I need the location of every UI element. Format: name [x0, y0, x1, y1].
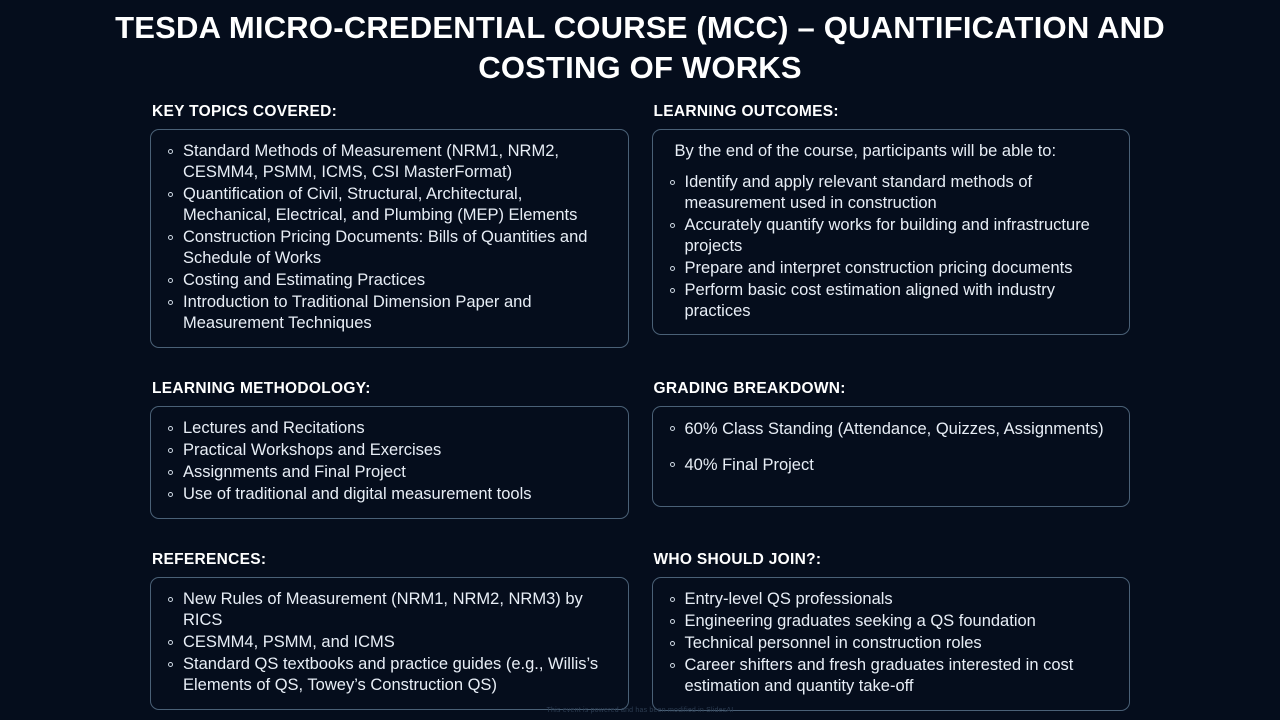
learning-outcomes-column: [652, 103, 1131, 348]
who-should-join-card: [652, 577, 1131, 711]
learning-methodology-list: [165, 418, 614, 505]
references-card: [150, 577, 629, 710]
learning-methodology-heading: LEARNING METHODOLOGY:: [152, 379, 371, 397]
list-item: Career shifters and fresh graduates interested in cost estimation and quantity take-off: [667, 655, 1116, 697]
grading-breakdown-column: [652, 380, 1131, 519]
middle-section: [0, 364, 1280, 519]
bottom-section: [0, 535, 1280, 711]
references-column: [150, 551, 629, 711]
list-item: Engineering graduates seeking a QS foundation: [667, 611, 1116, 632]
key-topics-list: [165, 141, 614, 334]
grading-breakdown-list: [667, 418, 1116, 478]
who-should-join-list: [667, 589, 1116, 697]
list-item: Accurately quantify works for building and infrastructure projects: [667, 215, 1116, 257]
learning-outcomes-card: [652, 129, 1131, 335]
learning-methodology-card: [150, 406, 629, 519]
list-item: Quantification of Civil, Structural, Architectural, Mechanical, Electrical, and Plumbing (MEP) Elements: [165, 184, 614, 226]
list-item: 60% Class Standing (Attendance, Quizzes, Assignments): [667, 418, 1116, 442]
top-section: [0, 87, 1280, 348]
key-topics-card: [150, 129, 629, 348]
list-item: Entry-level QS professionals: [667, 589, 1116, 610]
list-item: 40% Final Project: [667, 454, 1116, 478]
who-should-join-column: [652, 551, 1131, 711]
list-item: Lectures and Recitations: [165, 418, 614, 439]
list-item: Standard QS textbooks and practice guides (e.g., Willis’s Elements of QS, Towey’s Construction QS): [165, 654, 614, 696]
list-item: New Rules of Measurement (NRM1, NRM2, NRM3) by RICS: [165, 589, 614, 631]
grading-breakdown-card: [652, 406, 1131, 507]
list-item: Prepare and interpret construction pricing documents: [667, 258, 1116, 279]
list-item: Perform basic cost estimation aligned with industry practices: [667, 280, 1116, 322]
list-item: Standard Methods of Measurement (NRM1, NRM2, CESMM4, PSMM, ICMS, CSI MasterFormat): [165, 141, 614, 183]
footnote: This event is powered and has been modified in SlidesAI: [546, 707, 734, 714]
list-item: Introduction to Traditional Dimension Paper and Measurement Techniques: [165, 292, 614, 334]
list-item: Identify and apply relevant standard methods of measurement used in construction: [667, 172, 1116, 214]
grading-breakdown-heading: GRADING BREAKDOWN:: [653, 379, 846, 397]
learning-methodology-column: [150, 380, 629, 519]
references-heading: REFERENCES:: [152, 550, 267, 568]
learning-outcomes-intro: By the end of the course, participants will be able to:: [674, 142, 1057, 161]
list-item: CESMM4, PSMM, and ICMS: [165, 632, 614, 653]
who-should-join-heading: WHO SHOULD JOIN?:: [653, 550, 822, 568]
list-item: Practical Workshops and Exercises: [165, 440, 614, 461]
key-topics-column: [150, 103, 629, 348]
list-item: Costing and Estimating Practices: [165, 270, 614, 291]
list-item: Construction Pricing Documents: Bills of Quantities and Schedule of Works: [165, 227, 614, 269]
list-item: Technical personnel in construction roles: [667, 633, 1116, 654]
page-title: TESDA MICRO-CREDENTIAL COURSE (MCC) – QUANTIFICATION AND COSTING OF WORKS: [115, 10, 1165, 85]
list-item: Use of traditional and digital measurement tools: [165, 484, 614, 505]
list-item: Assignments and Final Project: [165, 462, 614, 483]
key-topics-heading: KEY TOPICS COVERED:: [152, 103, 338, 121]
learning-outcomes-list: [667, 172, 1116, 322]
references-list: [165, 589, 614, 696]
learning-outcomes-heading: LEARNING OUTCOMES:: [653, 103, 839, 121]
